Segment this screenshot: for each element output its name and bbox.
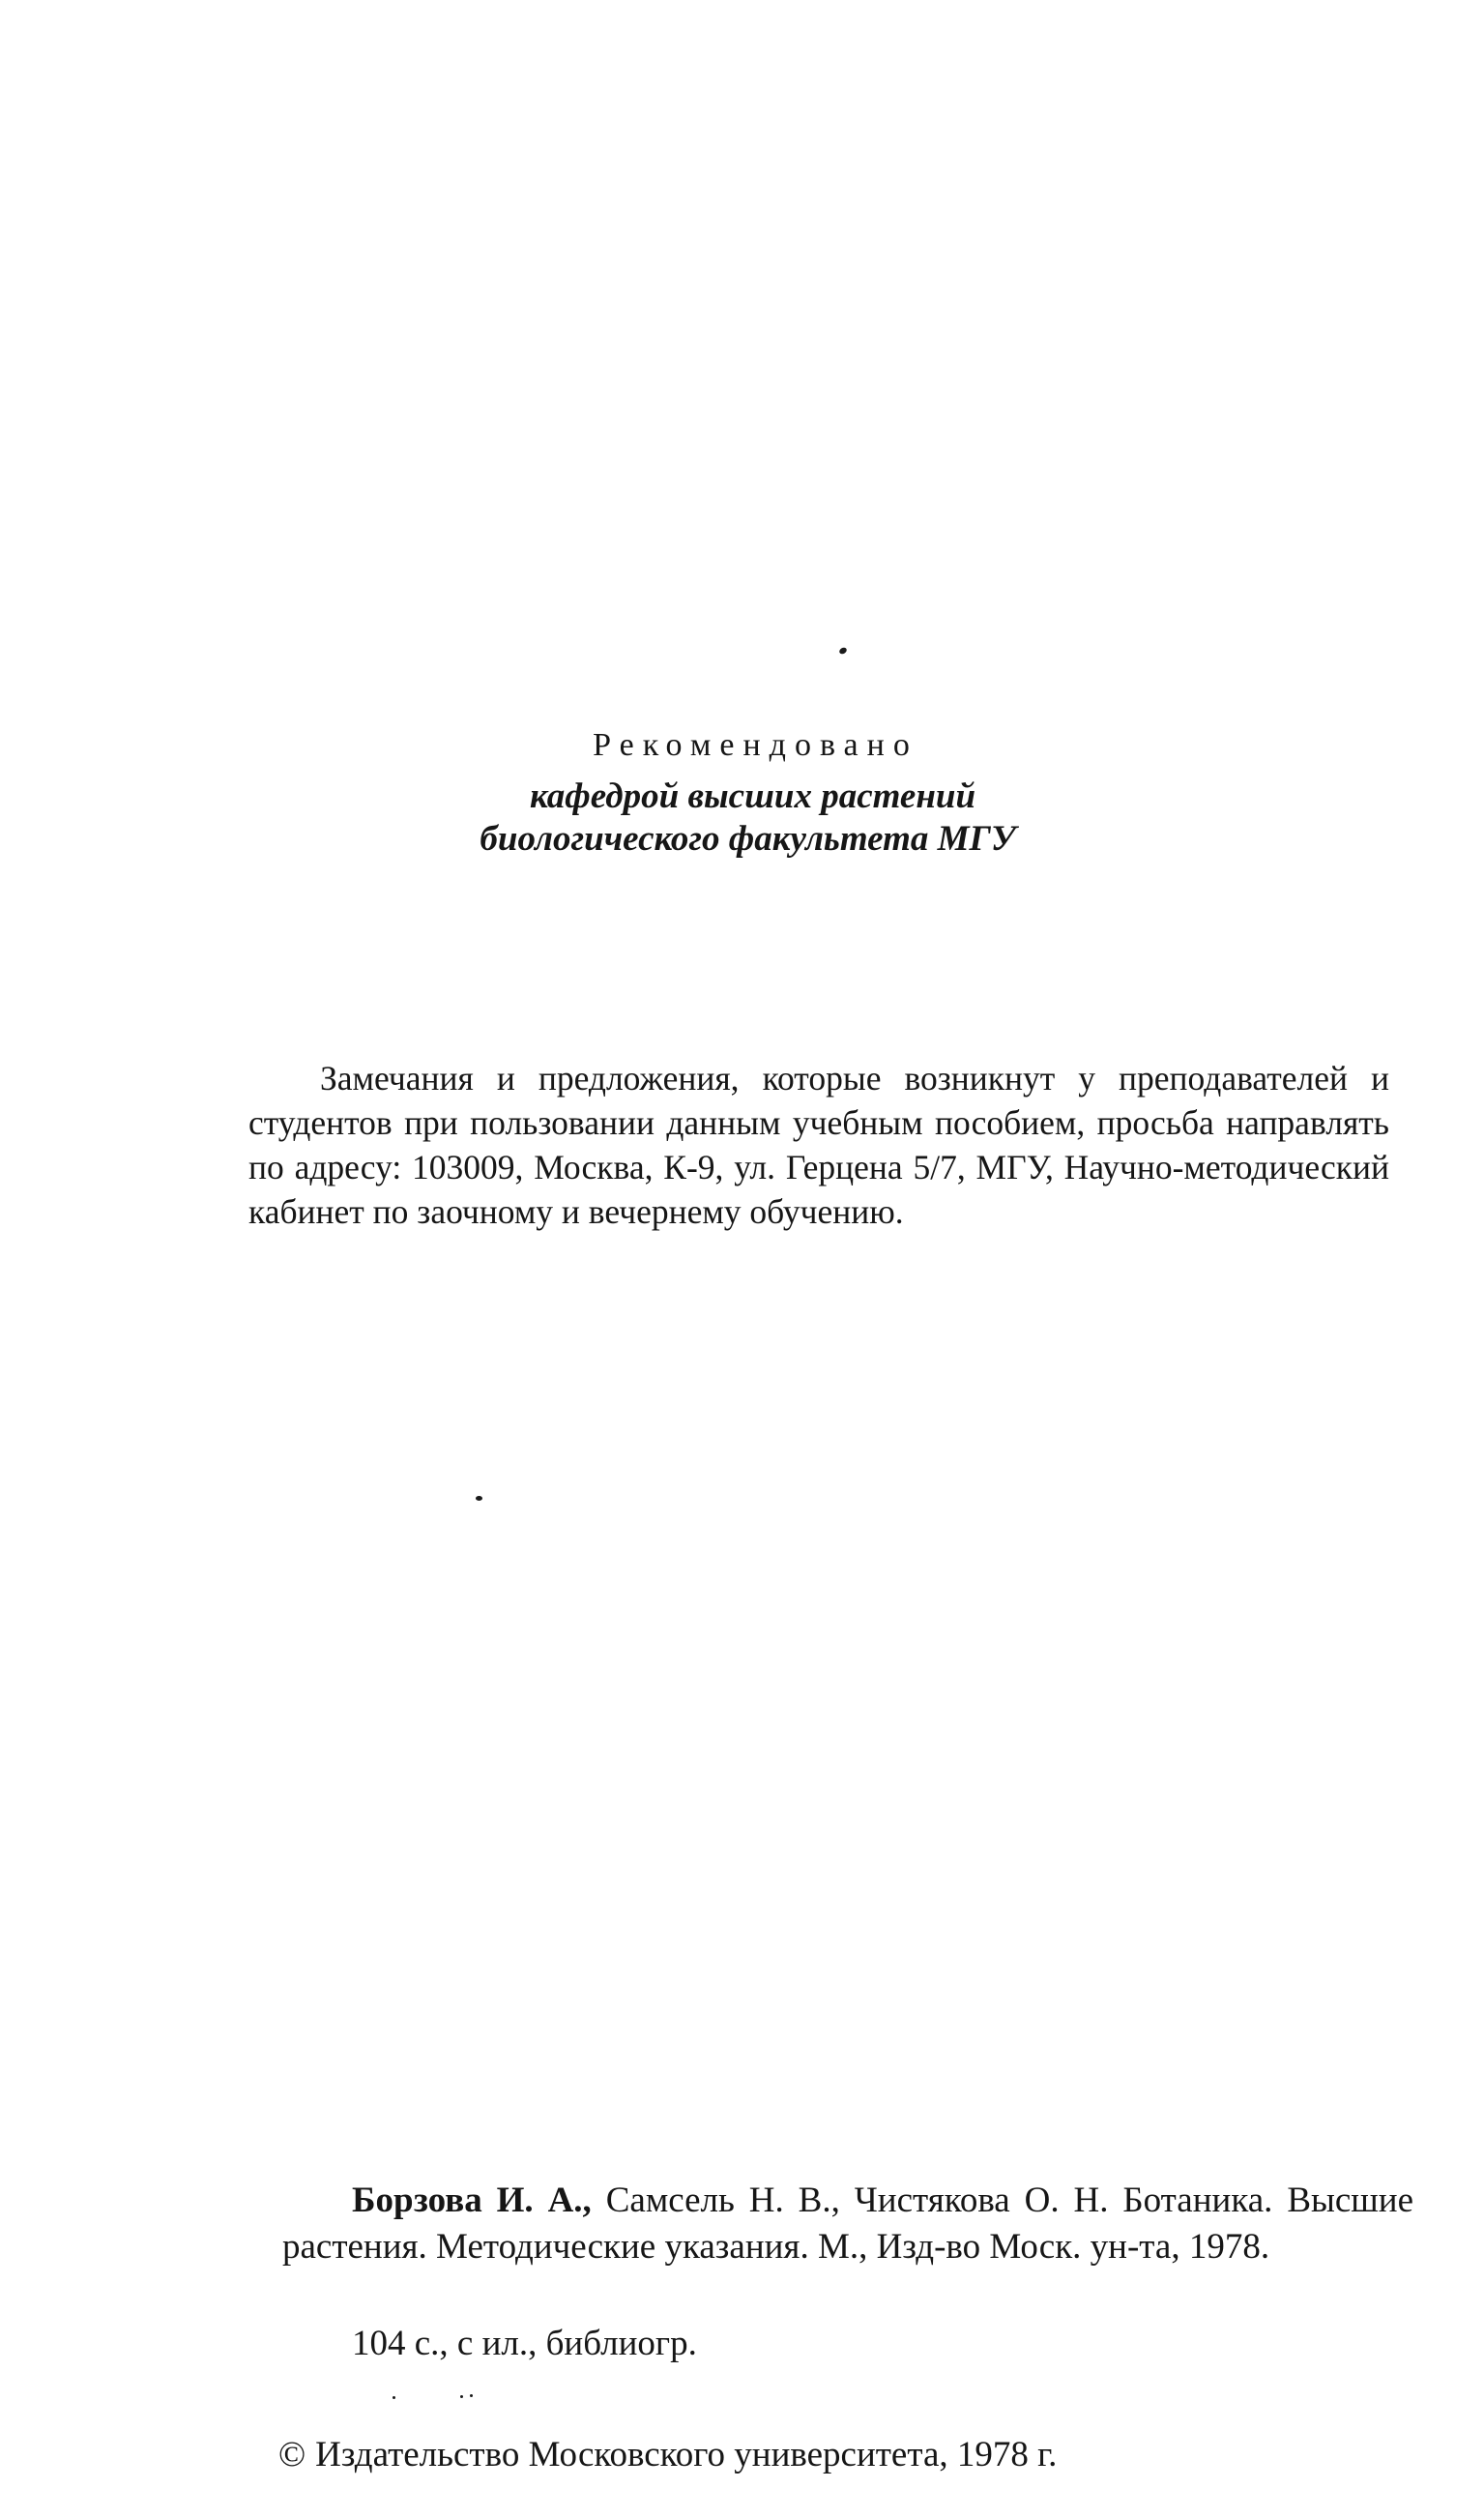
lead-author: Борзова И. А., [352, 2181, 592, 2220]
recommended-label: Рекомендовано [593, 727, 918, 763]
print-speck [838, 646, 848, 655]
recommending-faculty: биологического факультета МГУ [480, 819, 1016, 859]
copyright-line [278, 2434, 1057, 2475]
copyright-icon: © [278, 2435, 306, 2474]
page-count: 104 с., с ил., библиогр. [352, 2324, 697, 2363]
copyright-text: Издательство Московского университета, 1978 г. [315, 2435, 1058, 2474]
recommending-department: кафедрой высших растений [529, 776, 976, 816]
print-speck [476, 1496, 482, 1501]
print-speck [393, 2396, 395, 2399]
bibliographic-citation [282, 2178, 1413, 2270]
print-speck [470, 2394, 473, 2397]
feedback-notice: Замечания и предложения, которые возникнут у преподавателей и студентов при пользовании данным учебным пособием, просьба направлять по адресу: 103009, Москва, К-9, ул. Герцена 5/7, МГУ, Научно-методический кабинет по заочному и вечернему обучению. [248, 1059, 1389, 1231]
print-speck [460, 2395, 463, 2398]
citation-text: Самсель Н. В., Чистякова О. Н. Ботаника. Высшие растения. Методические указания. М., Изд-во Моск. ун-та, 1978. [282, 2181, 1413, 2267]
